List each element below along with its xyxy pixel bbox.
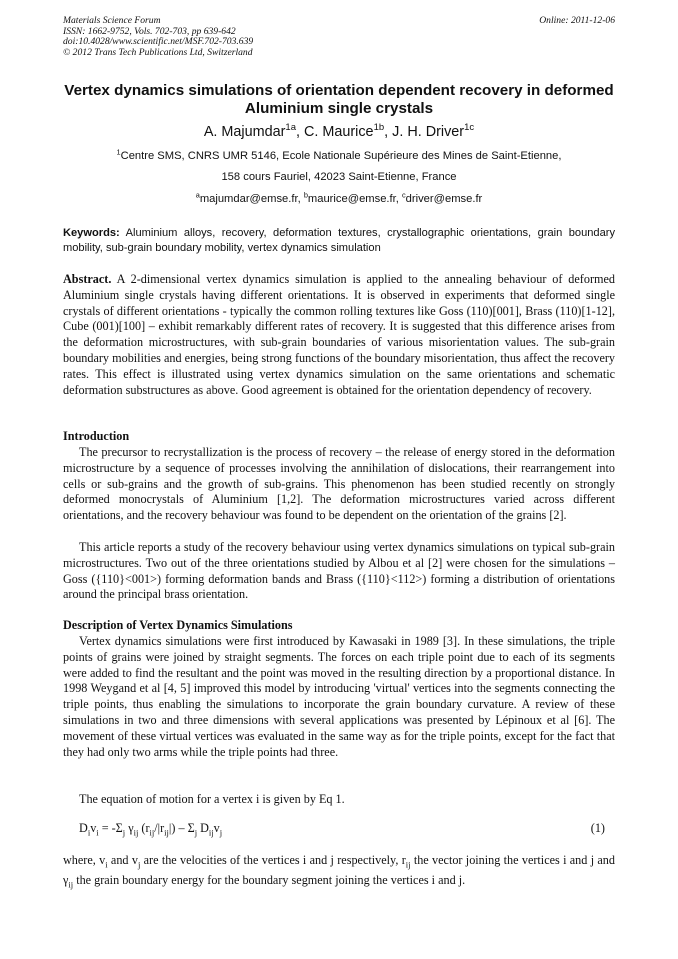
keywords-text: Aluminium alloys, recovery, deformation textures, crystallographic orientations, grain boundary mobility, sub-grain boundary mobility, vertex dynamics simulation: [63, 227, 615, 254]
keywords-block: [63, 226, 615, 256]
journal-header: [63, 16, 615, 58]
email-line: $^a$majumdar@emse.fr, $^b$maurice@emse.fr, $^c$driver@emse.fr: [195, 190, 483, 205]
description-paragraph-2: The equation of motion for a vertex i is given by Eq 1.: [79, 792, 345, 806]
affiliation-text: Centre SMS, CNRS UMR 5146, Ecole Nationale Supérieure des Mines de Saint-Etienne,: [120, 150, 562, 162]
affiliation-mark: 1: [116, 147, 121, 157]
copyright-line: © 2012 Trans Tech Publications Ltd, Switzerland: [63, 46, 253, 58]
email-mark: b: [303, 190, 308, 200]
doi-line: doi:10.4028/www.scientific.net/MSF.702-703.639: [63, 36, 254, 48]
author-mark: 1c: [464, 122, 475, 134]
equation-explanation: where, $v_i$ and $v_j$ are the velocities of the vertices i and j respectively, $r_{ij}$ the vector joining the vertices i and j and $\gamma_{ij}$ the grain boundary energy for the boundary segment joining the vertices i and j.: [63, 853, 615, 890]
abstract-text: A 2-dimensional vertex dynamics simulation is applied to the annealing behaviour of deformed Aluminium single crystals having different orientations. It is observed in experiments that deformed single crystals of different orientations - typically the common rolling textures like Goss (110)[001], Brass (110)[1-12], Cube (001)[100] – exhibit remarkably different rates of recovery. It is suggested that this difference arises from the deformation microstructures, with sub-grain boundaries of various misorientation values. The sub-grain boundary mobilities and energies, being strong functions of the boundary misorientation, thus affect the recovery rates. This effect is illustrated using vertex dynamics simulation on the same orientations and schematic deformation substructures as above. Good agreement is obtained for the orientation dependency of recovery.: [63, 272, 615, 397]
author-name: C. Maurice: [303, 124, 374, 140]
author-list: A. Majumdar$^{1a}$, C. Maurice$^{1b}$, J. H. Driver$^{1c}$: [203, 122, 475, 140]
abstract-label: Abstract.: [63, 272, 112, 286]
author-mark: 1b: [373, 122, 385, 134]
email-mark: a: [195, 190, 200, 200]
email-link[interactable]: maurice@emse.fr: [307, 193, 396, 205]
description-paragraph-1: Vertex dynamics simulations were first introduced by Kawasaki in 1989 [3]. In these simulations, the triple points of grains were joined by straight segments. The forces on each triple point due to each of its segments were added to find the resultant and the point was moved in the resulting direction by a proportional distance. In 1998 Weygand et al [4, 5] improved this model by introducing 'virtual' vertices into the segments connecting the triple points, thus enabling the simulations to incorporate the grain boundary curvature. A review of these simulations in two and three dimensions with several applications was presented by Lépinoux et al [6]. The movement of these virtual vertices was evaluated in the same way as for the triple points, except for the fact that they had only two arms while the triple points had three.: [63, 634, 615, 759]
author-mark: 1a: [285, 122, 296, 134]
paper-title: Vertex dynamics simulations of orientation dependent recovery in deformed Aluminium single crystals: [64, 82, 614, 117]
equation-1: [79, 821, 615, 837]
affiliation-line-2: 158 cours Fauriel, 42023 Saint-Etienne, France: [221, 171, 457, 183]
intro-heading: Introduction: [63, 429, 130, 443]
affiliation-line-1: [63, 147, 615, 162]
equation-body: $D_iv_i = -\Sigma_j$ $\gamma_{ij}$ $(r_{ij}/|r_{ij}|) - \Sigma_j$ $D_{ij}v_j$: [79, 821, 223, 838]
author-name: A. Majumdar: [203, 124, 286, 140]
author-name: J. H. Driver: [392, 124, 465, 140]
email-link[interactable]: majumdar@emse.fr: [199, 193, 298, 205]
issn-line: ISSN: 1662-9752, Vols. 702-703, pp 639-642: [63, 25, 236, 37]
journal-name: Materials Science Forum: [63, 15, 161, 26]
email-link[interactable]: driver@emse.fr: [405, 193, 483, 205]
online-date: Online: 2011-12-06: [539, 15, 615, 26]
equation-number: (1): [590, 821, 605, 835]
intro-paragraph-2: This article reports a study of the recovery behaviour using vertex dynamics simulations on typical sub-grain microstructures. Two out of the three orientations studied by Albou et al [2] were chosen for the simulations – Goss ({110}<001>) forming deformation bands and Brass ({110}<112>) forming a distribution of orientations around the principal brass orientation.: [63, 540, 615, 602]
abstract-block: [63, 272, 615, 398]
intro-paragraph-1: The precursor to recrystallization is the process of recovery – the release of energy stored in the deformation microstructure by a sequence of processes involving the annihilation of dislocations, their rearrangement into cells or sub-grains and the growth of sub-grains. This phenomenon has been studied recently on strongly deformed monocrystals of Aluminium [1,2]. The deformation microstructures varied across different orientations, and the recovery behaviour was found to be dependent on the orientation of the grains [2].: [63, 445, 615, 523]
keywords-label: Keywords:: [63, 227, 120, 239]
description-heading: Description of Vertex Dynamics Simulations: [63, 618, 293, 632]
email-mark: c: [401, 190, 406, 200]
